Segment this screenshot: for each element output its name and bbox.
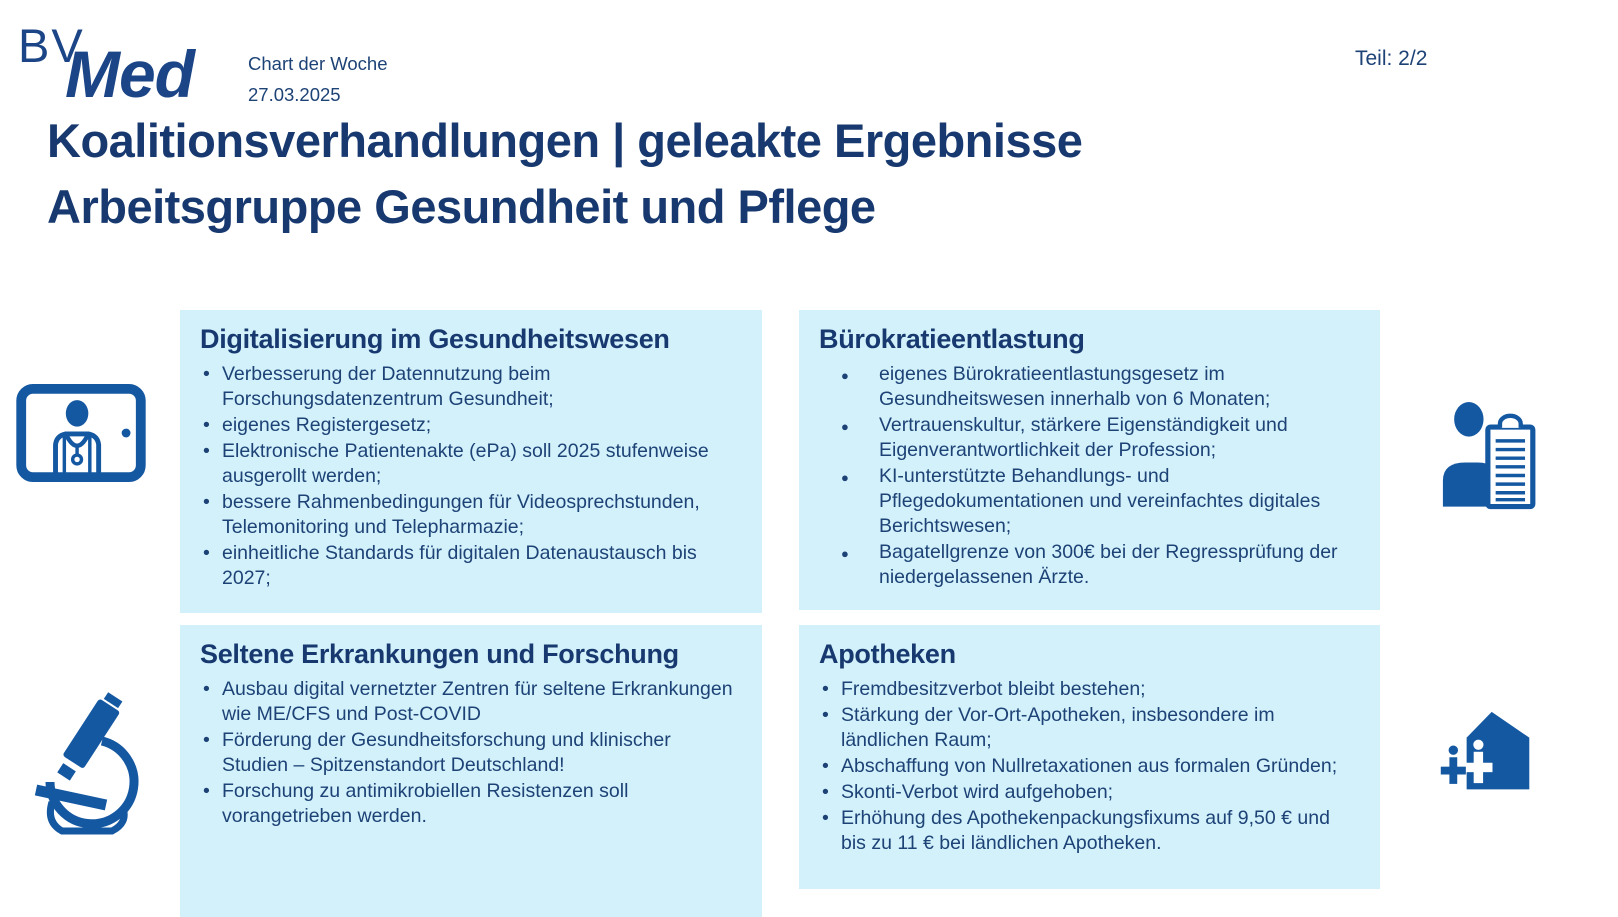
bullet-item: ● Vertrauenskultur, stärkere Eigenständigkeit und Eigenverantwortlichkeit der Profession; bbox=[819, 413, 1360, 463]
part-label: Teil: 2/2 bbox=[1355, 47, 1428, 70]
bullet-item: • einheitliche Standards für digitalen Datenaustausch bis 2027; bbox=[200, 541, 742, 591]
page-title bbox=[47, 108, 1427, 240]
bullet-item: ● eigenes Bürokratieentlastungsgesetz im Gesundheitswesen innerhalb von 6 Monaten; bbox=[819, 362, 1360, 412]
box-heading: Seltene Erkrankungen und Forschung bbox=[200, 639, 679, 669]
box-digitalisierung bbox=[180, 310, 762, 613]
bullet-list bbox=[200, 362, 742, 591]
bullet-item: • bessere Rahmenbedingungen für Videosprechstunden, Telemonitoring und Telepharmazie; bbox=[200, 490, 742, 540]
bullet-item: • Forschung zu antimikrobiellen Resistenzen soll vorangetrieben werden. bbox=[200, 779, 742, 829]
bullet-list bbox=[200, 677, 742, 829]
header-subtitle bbox=[248, 48, 388, 110]
bullet-item: • Skonti-Verbot wird aufgehoben; bbox=[819, 780, 1360, 805]
bullet-item: • Förderung der Gesundheitsforschung und klinischer Studien – Spitzenstandort Deutschland! bbox=[200, 728, 742, 778]
series-title: Chart der Woche bbox=[248, 53, 388, 74]
bullet-item: • Fremdbesitzverbot bleibt bestehen; bbox=[819, 677, 1360, 702]
bullet-item: • Ausbau digital vernetzter Zentren für seltene Erkrankungen wie ME/CFS und Post-COVID bbox=[200, 677, 742, 727]
box-seltene-erkrankungen bbox=[180, 625, 762, 917]
bullet-item: • Erhöhung des Apothekenpackungsfixums auf 9,50 € und bis zu 11 € bei ländlichen Apotheken. bbox=[819, 806, 1360, 856]
pharmacy-house-icon bbox=[1440, 700, 1534, 802]
box-heading: Apotheken bbox=[819, 639, 956, 669]
bullet-list bbox=[819, 362, 1360, 590]
bullet-list bbox=[819, 677, 1360, 856]
logo-bv-text: BV bbox=[18, 19, 85, 72]
box-heading: Digitalisierung im Gesundheitswesen bbox=[200, 324, 670, 354]
bullet-item: • Stärkung der Vor-Ort-Apotheken, insbesondere im ländlichen Raum; bbox=[819, 703, 1360, 753]
bvmed-logo bbox=[18, 10, 248, 110]
person-clipboard-icon bbox=[1436, 392, 1538, 514]
title-line-2: Arbeitsgruppe Gesundheit und Pflege bbox=[47, 180, 876, 233]
series-date: 27.03.2025 bbox=[248, 84, 341, 105]
box-buerokratieentlastung bbox=[799, 310, 1380, 610]
box-apotheken bbox=[799, 625, 1380, 889]
bullet-item: • eigenes Registergesetz; bbox=[200, 413, 742, 438]
bullet-item: ● KI-unterstützte Behandlungs- und Pflegedokumentationen und vereinfachtes digitales Berichtswesen; bbox=[819, 464, 1360, 539]
bullet-item: • Elektronische Patientenakte (ePa) soll 2025 stufenweise ausgerollt werden; bbox=[200, 439, 742, 489]
title-line-1: Koalitionsverhandlungen | geleakte Ergebnisse bbox=[47, 114, 1083, 167]
box-heading: Bürokratieentlastung bbox=[819, 324, 1085, 354]
microscope-icon bbox=[22, 686, 152, 836]
logo-med-text: Med bbox=[65, 37, 194, 111]
bullet-item: • Abschaffung von Nullretaxationen aus formalen Gründen; bbox=[819, 754, 1360, 779]
tablet-telemedicine-icon bbox=[16, 384, 146, 482]
bullet-item: ● Bagatellgrenze von 300€ bei der Regressprüfung der niedergelassenen Ärzte. bbox=[819, 540, 1360, 590]
bullet-item: • Verbesserung der Datennutzung beim Forschungsdatenzentrum Gesundheit; bbox=[200, 362, 742, 412]
